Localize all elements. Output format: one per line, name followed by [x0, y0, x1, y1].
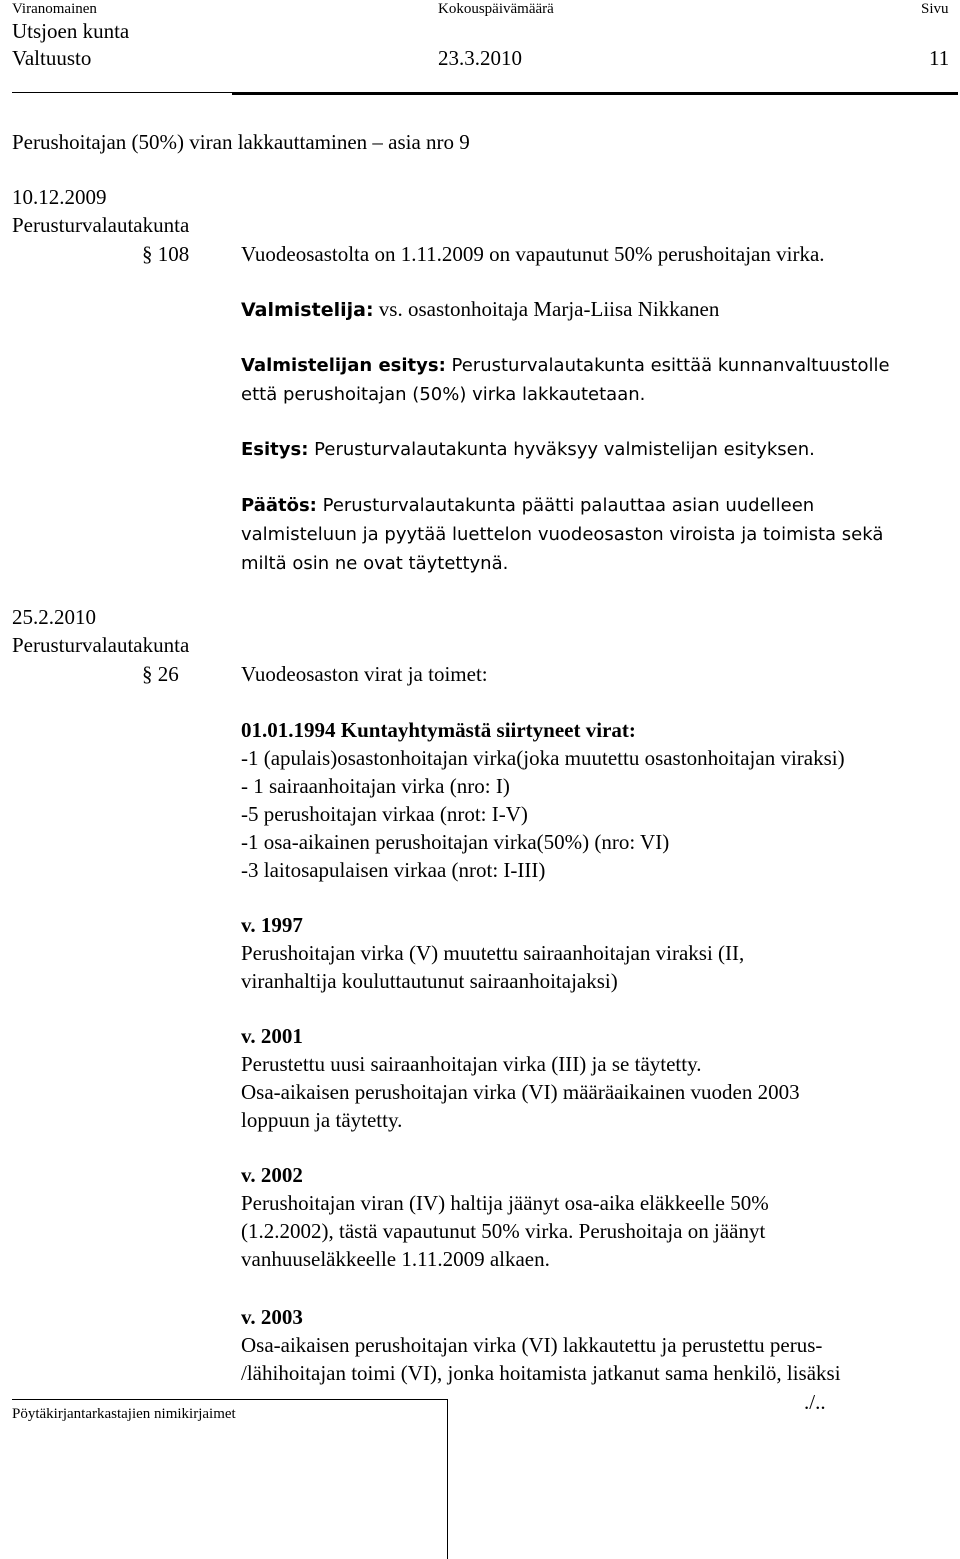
block-heading: v. 2002 [241, 1163, 303, 1187]
header-authority-label: Viranomainen [12, 1, 97, 17]
decision-text-1: Perusturvalautakunta päätti palauttaa asian uudelleen [316, 495, 815, 516]
entry1-preparer [241, 295, 719, 325]
block-2002 [241, 1161, 769, 1273]
decision-label: Päätös: [241, 495, 317, 516]
proposal-label: Valmistelijan esitys: [241, 355, 446, 376]
block-heading: 01.01.1994 Kuntayhtymästä siirtyneet virat: [241, 718, 636, 742]
entry1-first-line: Vuodeosastolta on 1.11.2009 on vapautunut 50% perushoitajan virka. [241, 242, 825, 266]
block-heading: v. 2003 [241, 1305, 303, 1329]
motion-text: Perusturvalautakunta hyväksyy valmistelijan esityksen. [308, 439, 815, 460]
left-margin-rule [447, 1400, 448, 1559]
preparer-label: Valmistelija: [241, 299, 374, 321]
header-page-number: 11 [929, 46, 950, 70]
block-line: vanhuuseläkkeelle 1.11.2009 alkaen. [241, 1247, 550, 1271]
block-heading: v. 2001 [241, 1024, 303, 1048]
block-line: /lähihoitajan toimi (VI), jonka hoitamista jatkanut sama henkilö, lisäksi [241, 1361, 841, 1385]
block-line: Perustettu uusi sairaanhoitajan virka (III) ja se täytetty. [241, 1052, 702, 1076]
header-date-label: Kokouspäivämäärä [438, 1, 554, 17]
block-1994 [241, 716, 845, 884]
entry1-decision [241, 491, 883, 578]
footer-signatures-label: Pöytäkirjantarkastajien nimikirjaimet [12, 1406, 236, 1422]
header-page-label: Sivu [921, 1, 949, 17]
block-line: -3 laitosapulaisen virkaa (nrot: I-III) [241, 858, 546, 882]
block-2001 [241, 1022, 800, 1134]
header-meeting-date: 23.3.2010 [438, 46, 522, 70]
block-line: - 1 sairaanhoitajan virka (nro: I) [241, 774, 510, 798]
block-line: viranhaltija kouluttautunut sairaanhoitajaksi) [241, 969, 618, 993]
matter-title: Perushoitajan (50%) viran lakkauttaminen – asia nro 9 [12, 130, 470, 154]
entry2-first-line: Vuodeosaston virat ja toimet: [241, 662, 488, 686]
entry2-date: 25.2.2010 [12, 605, 96, 629]
entry1-section: § 108 [142, 242, 190, 266]
footer-divider [12, 1399, 448, 1400]
block-line: Osa-aikaisen perushoitajan virka (VI) määräaikainen vuoden 2003 [241, 1080, 800, 1104]
decision-text-3: miltä osin ne ovat täytettynä. [241, 553, 509, 574]
block-line: (1.2.2002), tästä vapautunut 50% virka. Perushoitaja on jäänyt [241, 1219, 766, 1243]
entry1-motion [241, 435, 815, 464]
continuation-mark: ./.. [804, 1390, 826, 1414]
entry2-body: Perusturvalautakunta [12, 633, 190, 657]
entry2-section: § 26 [142, 662, 179, 686]
block-line: Perushoitajan virka (V) muutettu sairaanhoitajan viraksi (II, [241, 941, 745, 965]
block-line: Perushoitajan viran (IV) haltija jäänyt osa-aika eläkkeelle 50% [241, 1191, 769, 1215]
entry1-proposal [241, 351, 890, 409]
header-council: Valtuusto [12, 46, 92, 70]
entry1-date: 10.12.2009 [12, 185, 107, 209]
block-heading: v. 1997 [241, 913, 303, 937]
proposal-text-2: että perushoitajan (50%) virka lakkautetaan. [241, 384, 646, 405]
block-line: Osa-aikaisen perushoitajan virka (VI) lakkautettu ja perustettu perus- [241, 1333, 823, 1357]
header-municipality: Utsjoen kunta [12, 19, 130, 43]
block-line: -5 perushoitajan virkaa (nrot: I-V) [241, 802, 528, 826]
preparer-text: vs. osastonhoitaja Marja-Liisa Nikkanen [373, 297, 720, 321]
block-1997 [241, 911, 744, 995]
entry1-body: Perusturvalautakunta [12, 213, 190, 237]
decision-text-2: valmisteluun ja pyytää luettelon vuodeosaston viroista ja toimista sekä [241, 524, 884, 545]
block-2003 [241, 1303, 841, 1387]
header-divider-right [232, 93, 958, 95]
motion-label: Esitys: [241, 439, 309, 460]
proposal-text-1: Perusturvalautakunta esittää kunnanvaltuustolle [445, 355, 890, 376]
block-line: -1 (apulais)osastonhoitajan virka(joka muutettu osastonhoitajan viraksi) [241, 746, 845, 770]
block-line: loppuun ja täytetty. [241, 1108, 403, 1132]
block-line: -1 osa-aikainen perushoitajan virka(50%) (nro: VI) [241, 830, 670, 854]
